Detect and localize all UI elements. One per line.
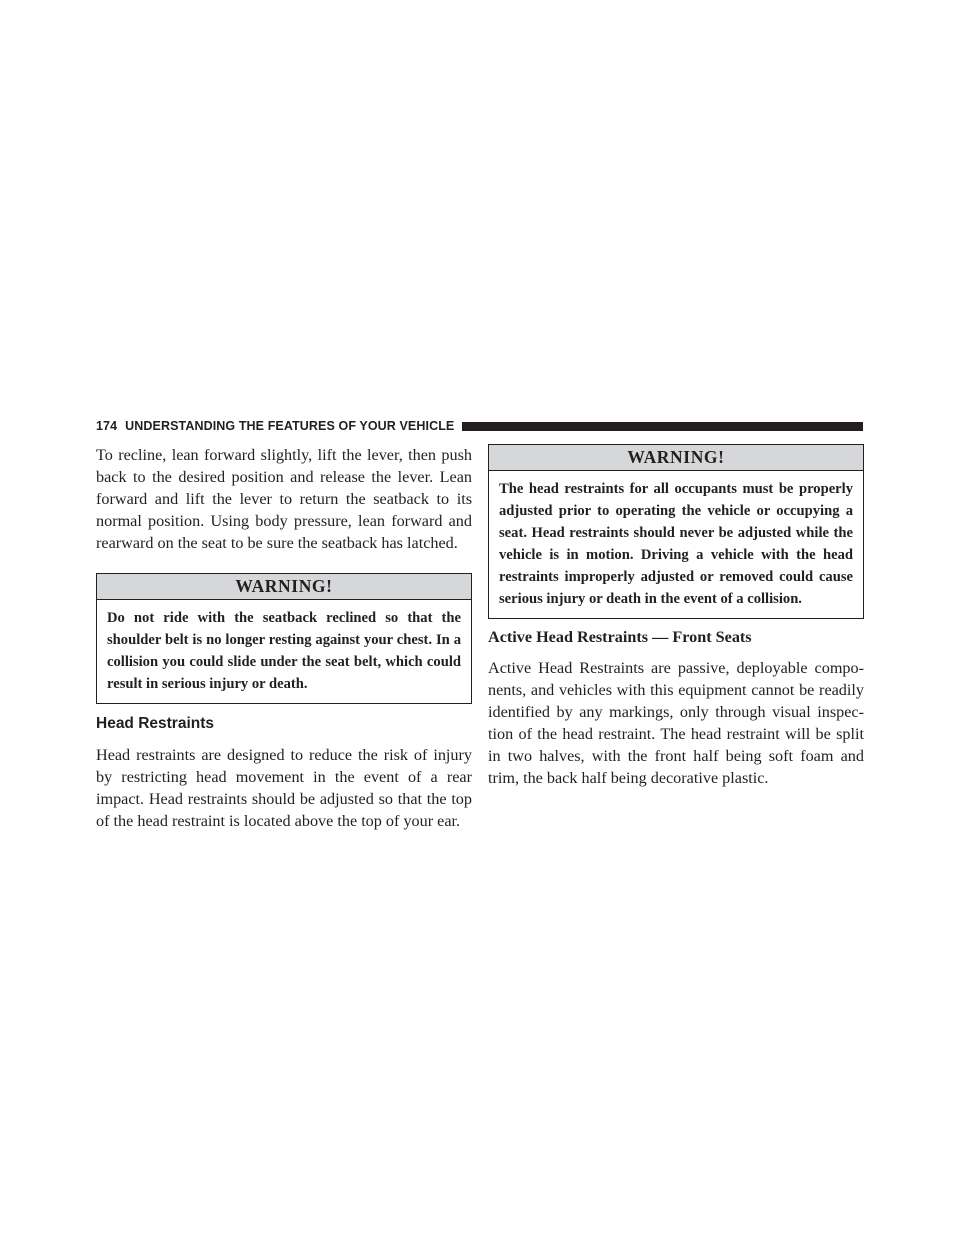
- page-number: 174: [96, 419, 118, 433]
- warning-title: WARNING!: [97, 574, 471, 600]
- warning-title: WARNING!: [489, 445, 863, 471]
- active-head-restraints-paragraph: Active Head Restraints are passive, deployable components, and vehicles with this equipment cannot be readily identified by any markings, only through visual inspection of the head restraint. The head restraint will be split in two halves, with the front half being soft foam and trim, the back half being decorative plastic.: [488, 659, 864, 787]
- head-restraints-paragraph: Head restraints are designed to reduce the risk of injury by restricting head movement in the event of a rear impact. Head restraints should be adjusted so that the top of the head restraint is located above the top of your ear.: [96, 746, 472, 830]
- running-header: [96, 416, 863, 436]
- warning-text: Do not ride with the seatback reclined so that the shoulder belt is no longer resting against your chest. In a collision you could slide under the seat belt, which could result in serious injury or death.: [107, 610, 461, 692]
- warning-text: The head restraints for all occupants must be properly adjusted prior to operating the vehicle or occupying a seat. Head restraints should never be adjusted while the vehicle is in motion. Driving a vehicle with the head restraints improperly adjusted or removed could cause serious injury or death in the event of a collision.: [499, 481, 853, 607]
- warning-box-head-restraints: [488, 444, 864, 619]
- recline-paragraph: To recline, lean forward slightly, lift the lever, then push back to the desired position and release the lever. Lean forward and lift the lever to return the seatback to its normal position. Using body pressure, lean forward and rearward on the seat to be sure the seatback has latched.: [96, 446, 472, 552]
- head-restraints-heading: Head Restraints: [96, 715, 215, 732]
- section-title: UNDERSTANDING THE FEATURES OF YOUR VEHICLE: [125, 419, 455, 433]
- right-column: [488, 444, 864, 789]
- active-head-restraints-heading: Active Head Restraints — Front Seats: [488, 628, 752, 646]
- left-column: [96, 444, 472, 832]
- warning-box-seatback: [96, 573, 472, 704]
- header-rule: [462, 422, 863, 431]
